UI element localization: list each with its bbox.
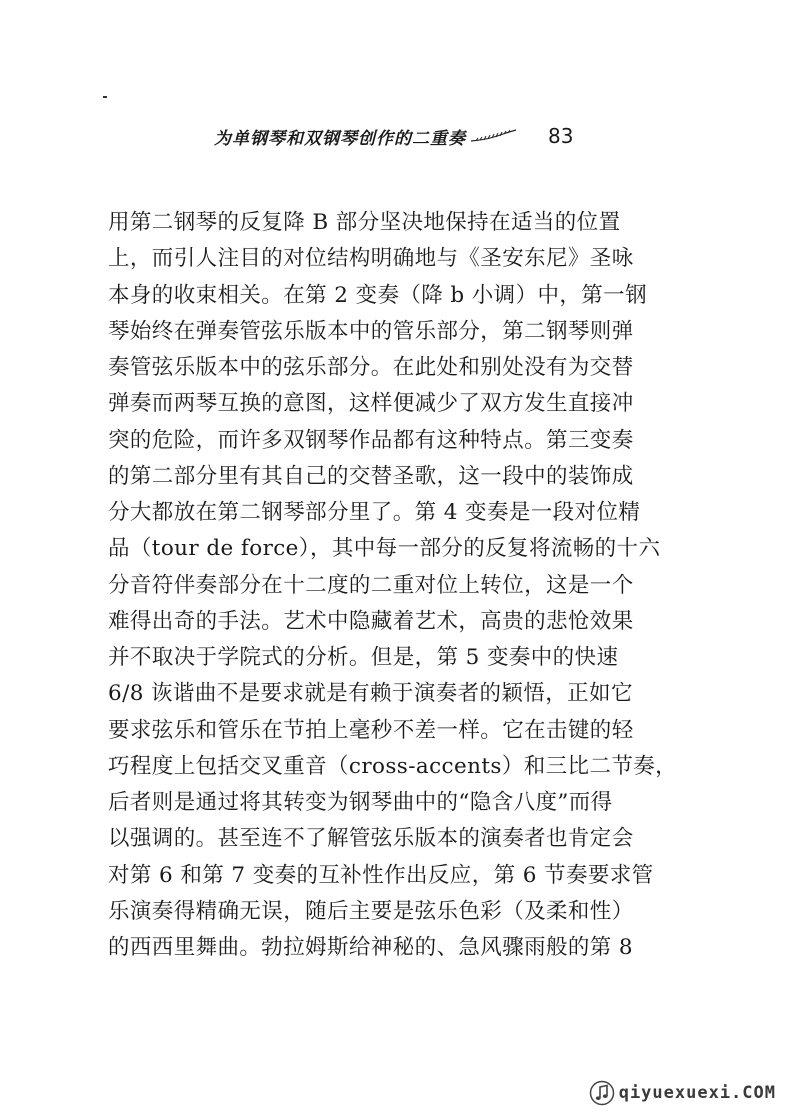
running-header bbox=[214, 121, 644, 151]
text-line: 对第 6 和第 7 变奏的互补性作出反应，第 6 节奏要求管 bbox=[108, 862, 654, 888]
text-line: 品（tour de force），其中每一部分的反复将流畅的十六 bbox=[108, 536, 661, 562]
text-line: 的第二部分里有其自己的交替圣歌，这一段中的装饰成 bbox=[108, 463, 634, 489]
text-line: 上，而引人注目的对位结构明确地与《圣安东尼》圣咏 bbox=[108, 246, 634, 272]
text-line: 的西西里舞曲。勃拉姆斯给神秘的、急风骤雨般的第 8 bbox=[108, 935, 634, 960]
text-line: 后者则是通过将其转变为钢琴曲中的“隐含八度”而得 bbox=[108, 790, 613, 815]
text-line: 难得出奇的手法。艺术中隐藏着艺术，高贵的悲怆效果 bbox=[108, 608, 634, 634]
text-line: 琴始终在弹奏管弦乐版本中的管乐部分，第二钢琴则弹 bbox=[108, 318, 634, 344]
text-line: 突的危险，而许多双钢琴作品都有这种特点。第三变奏 bbox=[108, 427, 634, 453]
page-number: 83 bbox=[548, 124, 574, 148]
music-note-icon bbox=[589, 1080, 615, 1106]
text-line: 奏管弦乐版本中的弦乐部分。在此处和别处没有为交替 bbox=[108, 355, 634, 380]
text-line: 用第二钢琴的反复降 B 部分坚决地保持在适当的位置 bbox=[108, 210, 621, 235]
body-text bbox=[108, 205, 678, 966]
text-line: 分音符伴奏部分在十二度的二重对位上转位，这是一个 bbox=[108, 572, 634, 598]
header-ornament-icon bbox=[470, 128, 518, 144]
text-line: 本身的收束相关。在第 2 变奏（降 b 小调）中，第一钢 bbox=[108, 282, 647, 308]
text-line: 6/8 诙谐曲不是要求就是有赖于演奏者的颖悟，正如它 bbox=[108, 681, 633, 707]
text-line: 分大都放在第二钢琴部分里了。第 4 变奏是一段对位精 bbox=[108, 500, 641, 525]
text-line: 巧程度上包括交叉重音（cross-accents）和三比二节奏， bbox=[108, 753, 678, 779]
site-watermark bbox=[589, 1080, 776, 1106]
text-line: 要求弦乐和管乐在节拍上毫秒不差一样。它在击键的轻 bbox=[108, 717, 634, 743]
text-line: 并不取决于学院式的分析。但是，第 5 变奏中的快速 bbox=[108, 645, 619, 670]
running-header-title: 为单钢琴和双钢琴创作的二重奏 bbox=[214, 128, 466, 149]
scan-mark bbox=[103, 96, 107, 98]
watermark-text: qiyuexuexi.COM bbox=[618, 1083, 776, 1103]
text-line: 弹奏而两琴互换的意图，这样便减少了双方发生直接冲 bbox=[108, 391, 634, 417]
text-line: 乐演奏得精确无误，随后主要是弦乐色彩（及柔和性） bbox=[108, 898, 634, 924]
text-line: 以强调的。甚至连不了解管弦乐版本的演奏者也肯定会 bbox=[108, 826, 634, 852]
